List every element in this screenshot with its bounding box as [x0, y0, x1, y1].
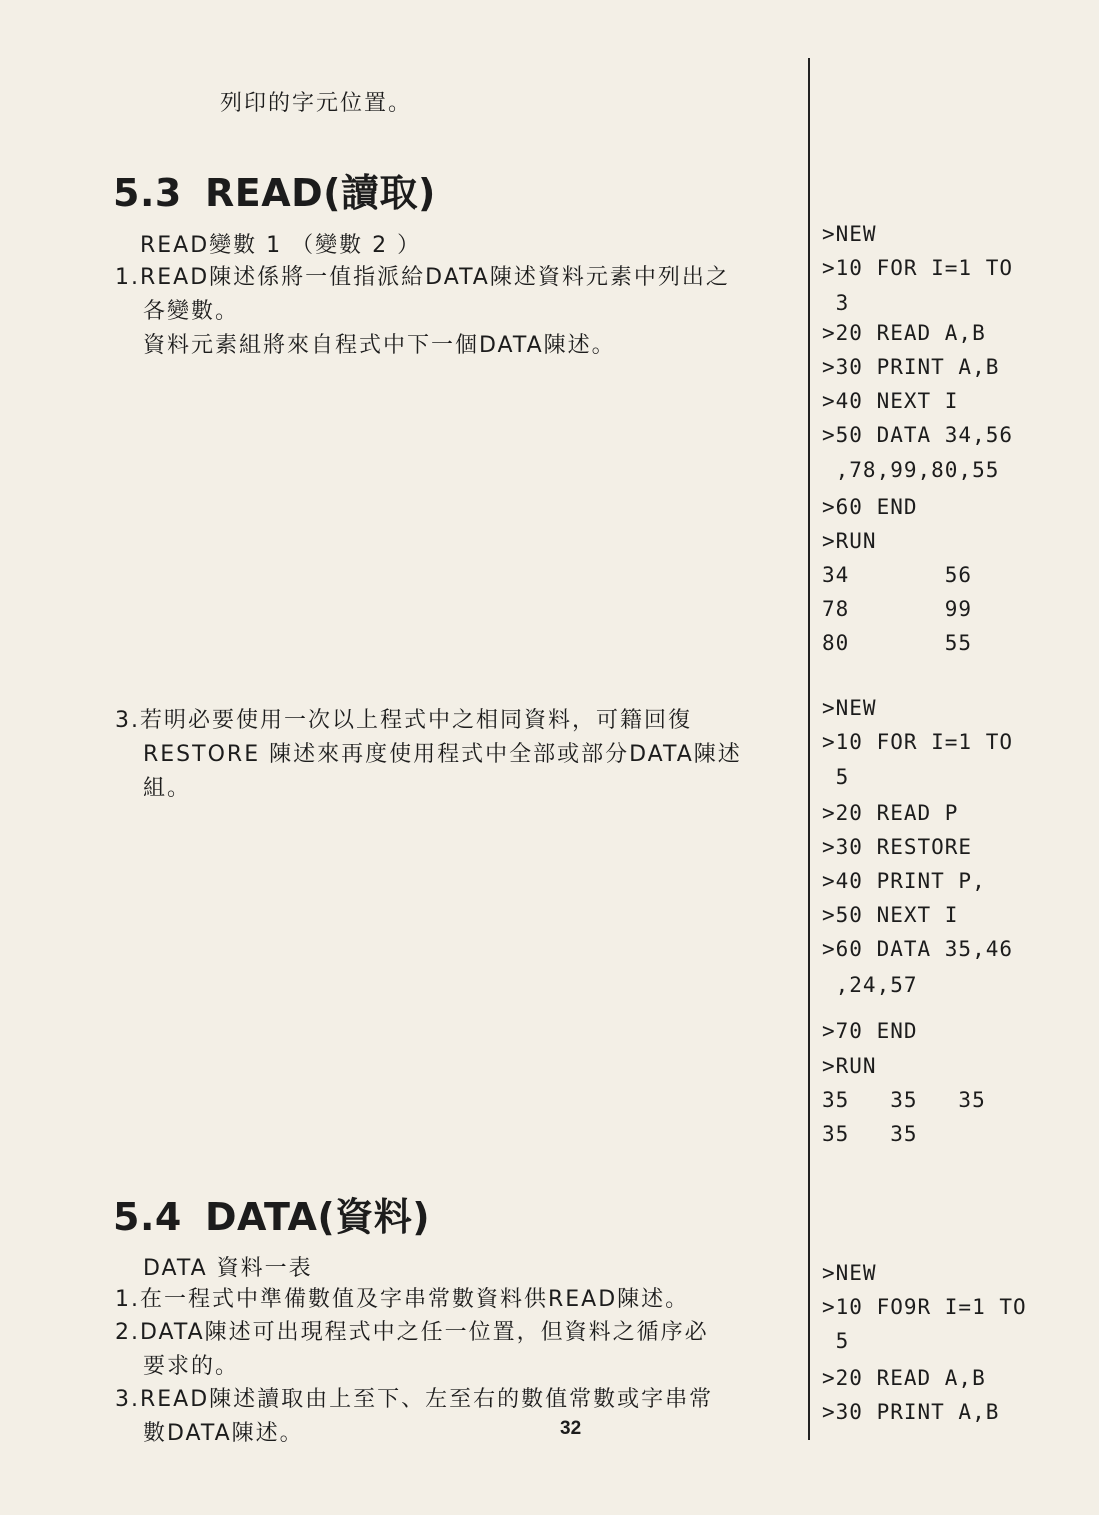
paragraph-line: 各變數。: [143, 299, 240, 324]
code-line: >70 END: [822, 1019, 918, 1043]
code-line: >10 FO9R I=1 TO: [822, 1295, 1027, 1319]
code-line: >60 END: [822, 495, 918, 519]
code-line: >30 PRINT A,B: [822, 1400, 1000, 1424]
code-line: >20 READ P: [822, 801, 959, 825]
code-line: 3: [822, 291, 850, 315]
column-divider: [808, 58, 810, 1440]
paragraph-line: 資料元素組將來自程式中下一個DATA陳述。: [143, 333, 616, 358]
paragraph-line: 2.DATA陳述可出現程式中之任一位置，但資料之循序必: [115, 1320, 709, 1345]
code-line: ,78,99,80,55: [822, 458, 1000, 482]
section-heading-5-3: [113, 162, 436, 217]
code-line: >10 FOR I=1 TO: [822, 256, 1014, 280]
code-output: 34 56: [822, 563, 973, 587]
code-line: >30 PRINT A,B: [822, 355, 1000, 379]
code-output: 78 99: [822, 597, 973, 621]
code-line: ,24,57: [822, 973, 918, 997]
section-title: DATA(資料): [205, 1195, 431, 1239]
code-line: >RUN: [822, 529, 877, 553]
code-line: >NEW: [822, 696, 877, 720]
paragraph-line: 數DATA陳述。: [143, 1421, 304, 1446]
code-line: >30 RESTORE: [822, 835, 973, 859]
code-line: >40 PRINT P,: [822, 869, 986, 893]
code-output: 35 35: [822, 1122, 918, 1146]
code-line: >10 FOR I=1 TO: [822, 730, 1014, 754]
paragraph-line: 3.若明必要使用一次以上程式中之相同資料，可籍回復: [115, 708, 692, 733]
code-line: >60 DATA 35,46: [822, 937, 1014, 961]
section-heading-5-4: [113, 1186, 430, 1241]
code-line: >NEW: [822, 222, 877, 246]
section-number: 5.3: [113, 171, 182, 215]
code-line: >NEW: [822, 1261, 877, 1285]
code-line: 5: [822, 1329, 850, 1353]
paragraph-line: 組。: [143, 776, 192, 801]
paragraph-line: 3.READ陳述讀取由上至下、左至右的數值常數或字串常: [115, 1387, 714, 1412]
code-line: >40 NEXT I: [822, 389, 959, 413]
code-line: >20 READ A,B: [822, 321, 986, 345]
code-output: 35 35 35: [822, 1088, 986, 1112]
code-line: 5: [822, 765, 850, 789]
syntax-line: READ變數 1 （變數 2 ）: [140, 233, 422, 258]
page-number: 32: [560, 1418, 582, 1439]
code-output: 80 55: [822, 631, 973, 655]
intro-line: 列印的字元位置。: [220, 91, 413, 116]
code-line: >50 NEXT I: [822, 903, 959, 927]
code-line: >20 READ A,B: [822, 1366, 986, 1390]
paragraph-line: RESTORE 陳述來再度使用程式中全部或部分DATA陳述: [143, 742, 742, 767]
paragraph-line: 1.在一程式中準備數值及字串常數資料供READ陳述。: [115, 1287, 690, 1312]
code-line: >RUN: [822, 1054, 877, 1078]
paragraph-line: 要求的。: [143, 1354, 240, 1379]
syntax-line: DATA 資料一表: [143, 1256, 313, 1281]
section-number: 5.4: [113, 1195, 182, 1239]
paragraph-line: 1.READ陳述係將一值指派給DATA陳述資料元素中列出之: [115, 265, 730, 290]
code-line: >50 DATA 34,56: [822, 423, 1014, 447]
section-title: READ(讀取): [205, 171, 436, 215]
